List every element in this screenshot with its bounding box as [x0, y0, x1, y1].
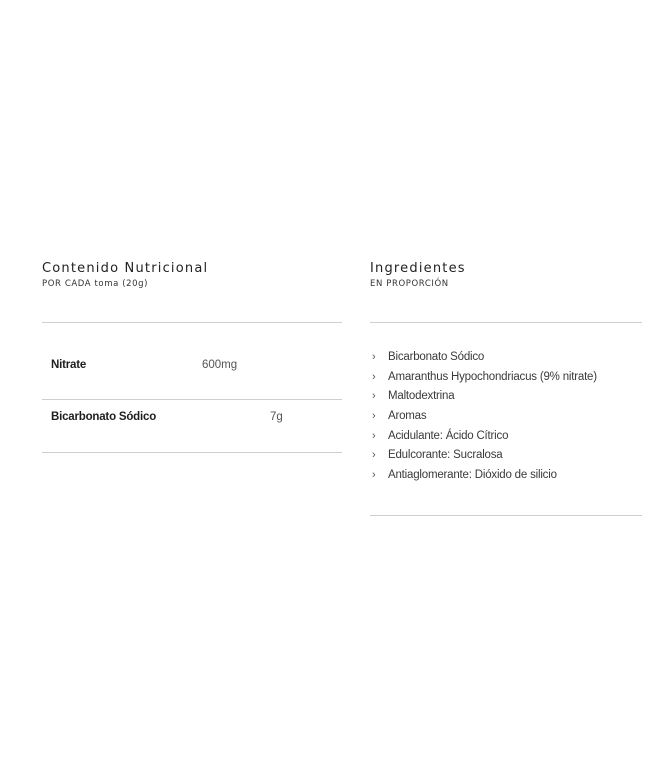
nutrition-row: [42, 323, 342, 399]
list-item: [370, 466, 642, 486]
list-item: [370, 427, 642, 447]
list-item: [370, 348, 642, 368]
ingredient-label: Maltodextrina: [388, 390, 455, 403]
ingredient-label: Bicarbonato Sódico: [388, 351, 485, 363]
ingredient-label: Amaranthus Hypochondriacus (9% nitrate): [388, 370, 597, 383]
nutrition-row: [42, 400, 342, 452]
chevron-right-icon: ›: [372, 449, 376, 462]
divider: [370, 322, 642, 323]
list-item: [370, 387, 642, 407]
chevron-right-icon: ›: [372, 390, 376, 403]
ingredients-subtitle: EN PROPORCIÓN: [370, 279, 449, 289]
list-item: [370, 368, 642, 388]
nutrient-name: Bicarbonato Sódico: [51, 411, 157, 423]
list-item: [370, 446, 642, 466]
ingredient-label: Acidulante: Ácido Cítrico: [388, 429, 509, 442]
nutrient-name: Nitrate: [51, 359, 87, 371]
nutrition-section: [42, 261, 342, 453]
chevron-right-icon: ›: [372, 351, 376, 363]
nutrition-subtitle: POR CADA toma (20g): [42, 279, 149, 289]
ingredients-list: [370, 348, 642, 486]
ingredient-label: Antiaglomerante: Dióxido de silicio: [388, 469, 557, 482]
ingredient-label: Edulcorante: Sucralosa: [388, 449, 503, 462]
nutrient-value: 600mg: [202, 359, 238, 371]
divider: [42, 452, 342, 453]
ingredient-label: Aromas: [388, 410, 427, 423]
list-item: [370, 407, 642, 427]
chevron-right-icon: ›: [372, 370, 376, 383]
chevron-right-icon: ›: [372, 469, 376, 482]
ingredients-section: [370, 261, 642, 516]
nutrient-value: 7g: [270, 411, 283, 423]
ingredients-title: Ingredientes: [370, 261, 466, 276]
chevron-right-icon: ›: [372, 410, 376, 423]
chevron-right-icon: ›: [372, 429, 376, 442]
nutrition-title: Contenido Nutricional: [42, 261, 209, 276]
divider: [370, 515, 642, 516]
